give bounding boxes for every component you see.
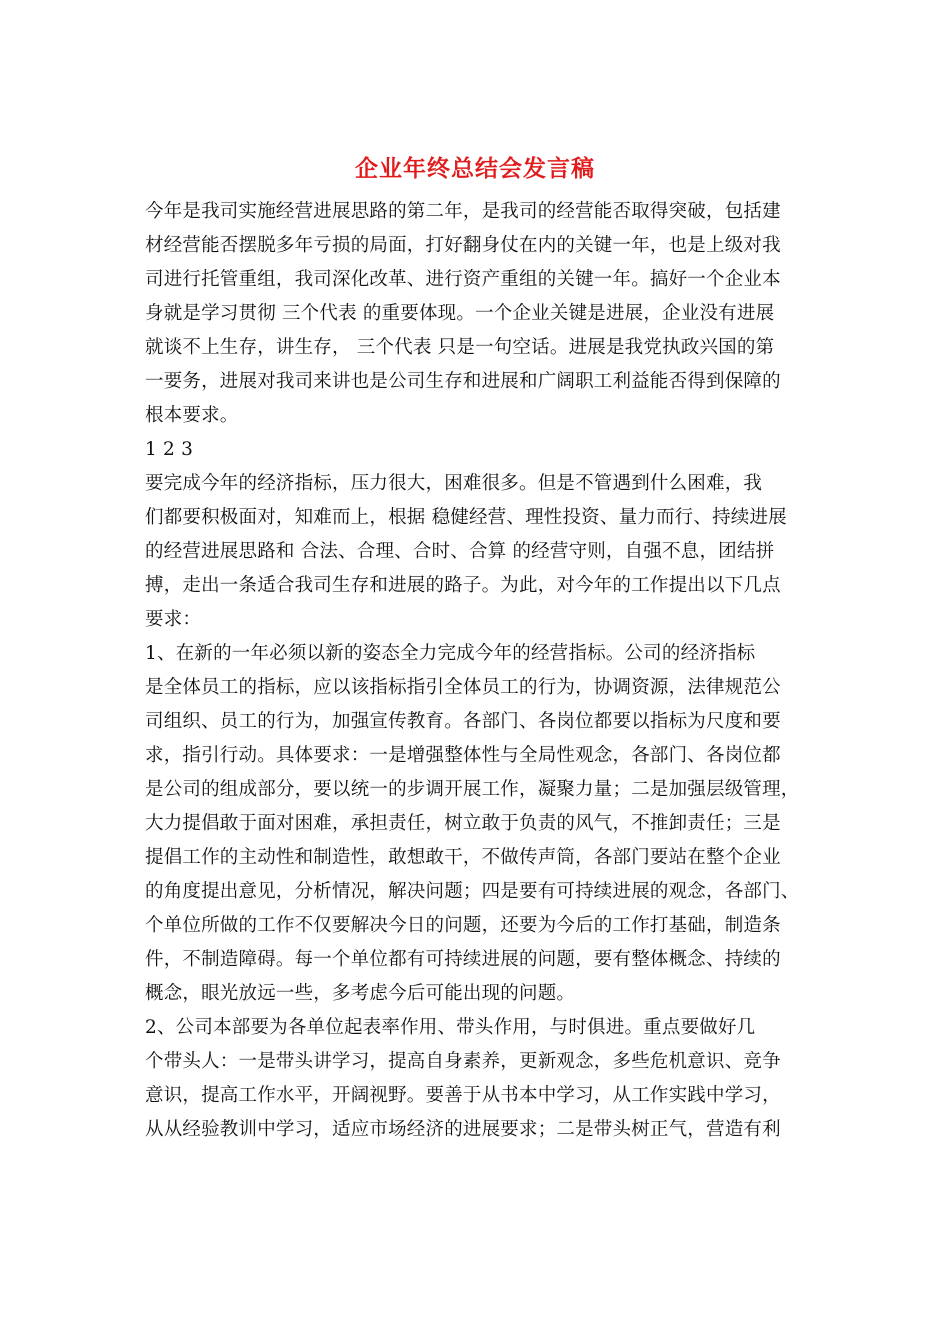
document-title: 企业年终总结会发言稿 [355, 155, 595, 182]
body-line: 今年是我司实施经营进展思路的第二年，是我司的经营能否取得突破，包括建 [145, 201, 781, 222]
body-line: 的经营进展思路和 合法、合理、合时、合算 的经营守则，自强不息，团结拼 [145, 541, 775, 562]
body-line: 司组织、员工的行为，加强宣传教育。各部门、各岗位都要以指标为尺度和要 [145, 711, 781, 732]
body-line: 根本要求。 [145, 405, 239, 426]
body-line: 概念，眼光放远一些，多考虑今后可能出现的问题。 [145, 983, 576, 1004]
body-line: 材经营能否摆脱多年亏损的局面，打好翻身仗在内的关键一年，也是上级对我 [145, 235, 781, 256]
body-line: 个带头人：一是带头讲学习，提高自身素养，更新观念，多些危机意识、竞争 [145, 1051, 781, 1072]
body-line: 大力提倡敢于面对困难，承担责任，树立敢于负责的风气，不推卸责任；三是 [145, 813, 781, 834]
body-line: 身就是学习贯彻 三个代表 的重要体现。一个企业关键是进展，企业没有进展 [145, 303, 775, 324]
body-line: 一要务，进展对我司来讲也是公司生存和进展和广阔职工利益能否得到保障的 [145, 371, 781, 392]
page-numbers: 1 2 3 [145, 439, 194, 460]
body-line: 司进行托管重组，我司深化改革、进行资产重组的关键一年。搞好一个企业本 [145, 269, 781, 290]
body-line: 是公司的组成部分，要以统一的步调开展工作，凝聚力量；二是加强层级管理， [145, 779, 800, 800]
body-line: 2、公司本部要为各单位起表率作用、带头作用，与时俱进。重点要做好几 [145, 1017, 756, 1038]
body-line: 意识，提高工作水平，开阔视野。要善于从书本中学习，从工作实践中学习， [145, 1085, 781, 1106]
body-line: 就谈不上生存，讲生存， 三个代表 只是一句空话。进展是我党执政兴国的第 [145, 337, 775, 358]
body-line: 的角度提出意见，分析情况，解决问题；四是要有可持续进展的观念，各部门、 [145, 881, 800, 902]
body-line: 求，指引行动。具体要求：一是增强整体性与全局性观念，各部门、各岗位都 [145, 745, 781, 766]
body-line: 要求： [145, 609, 202, 630]
body-line: 从从经验教训中学习，适应市场经济的进展要求；二是带头树正气，营造有利 [145, 1119, 781, 1140]
body-line: 件，不制造障碍。每一个单位都有可持续进展的问题，要有整体概念、持续的 [145, 949, 781, 970]
body-line: 要完成今年的经济指标，压力很大，困难很多。但是不管遇到什么困难，我 [145, 473, 763, 494]
body-line: 是全体员工的指标，应以该指标指引全体员工的行为，协调资源，法律规范公 [145, 677, 781, 698]
body-line: 们都要积极面对，知难而上，根据 稳健经营、理性投资、量力而行、持续进展 [145, 507, 787, 528]
body-line: 个单位所做的工作不仅要解决今日的问题，还要为今后的工作打基础，制造条 [145, 915, 781, 936]
body-line: 提倡工作的主动性和制造性，敢想敢干，不做传声筒，各部门要站在整个企业 [145, 847, 781, 868]
body-line: 1、在新的一年必须以新的姿态全力完成今年的经营指标。公司的经济指标 [145, 643, 756, 664]
body-line: 搏，走出一条适合我司生存和进展的路子。为此，对今年的工作提出以下几点 [145, 575, 781, 596]
